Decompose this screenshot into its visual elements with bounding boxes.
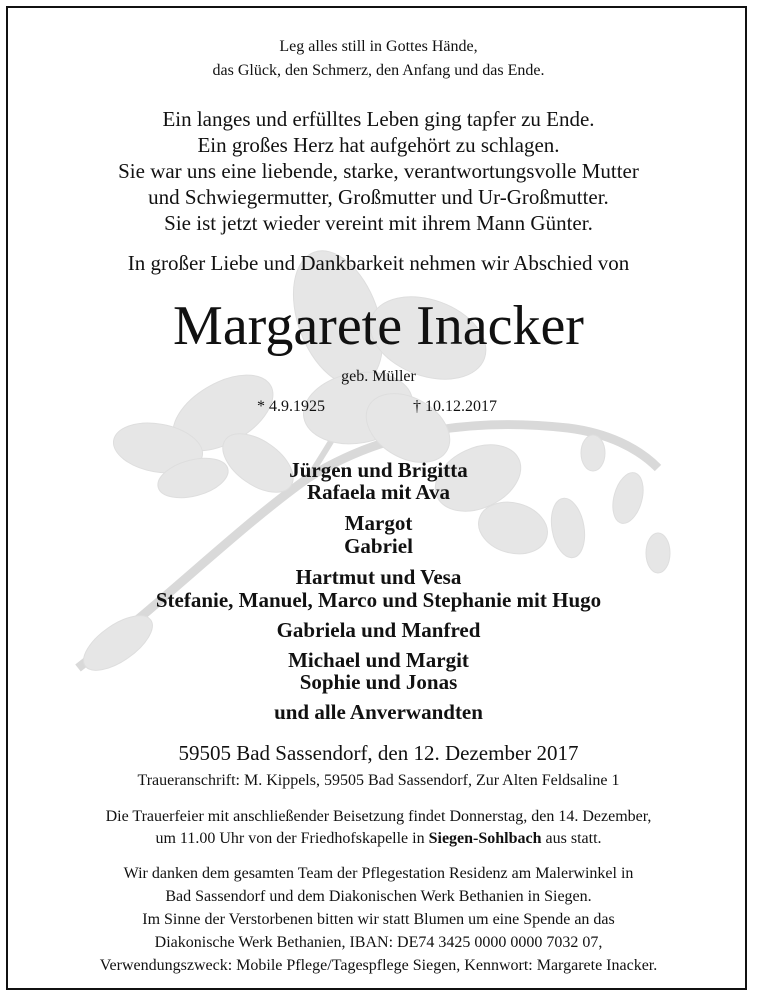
birth-date: * 4.9.1925: [257, 398, 325, 415]
family-line: Sophie und Jonas: [299, 670, 458, 694]
intro-line: Sie war uns eine liebende, starke, verantwortungsvolle Mutter: [118, 159, 639, 183]
thanks-line: Im Sinne der Verstorbenen bitten wir statt Blumen um eine Spende an das: [142, 911, 615, 928]
maiden-name: geb. Müller: [341, 368, 416, 385]
deceased-name: Margarete Inacker: [173, 295, 584, 357]
ceremony-text: um 11.00 Uhr von der Friedhofskapelle in: [155, 830, 429, 847]
ceremony-line: [8, 830, 747, 848]
intro-line: und Schwiegermutter, Großmutter und Ur-Großmutter.: [148, 185, 609, 209]
family-line: Gabriela und Manfred: [276, 618, 481, 642]
ceremony-location: Siegen-Sohlbach: [428, 830, 542, 847]
ceremony-text: aus statt.: [541, 830, 602, 847]
family-line: Gabriel: [344, 534, 413, 558]
family-line: Michael und Margit: [288, 648, 469, 672]
intro-line: Ein großes Herz hat aufgehört zu schlagen.: [197, 133, 560, 157]
poem-line: das Glück, den Schmerz, den Anfang und das Ende.: [212, 62, 545, 79]
ceremony-line: Die Trauerfeier mit anschließender Beisetzung findet Donnerstag, den 14. Dezember,: [105, 808, 652, 825]
family-line: Rafaela mit Ava: [306, 480, 451, 504]
death-date: † 10.12.2017: [413, 398, 497, 415]
thanks-line: Bad Sassendorf und dem Diakonischen Werk Bethanien in Siegen.: [165, 888, 592, 905]
family-line: und alle Anverwandten: [274, 700, 483, 724]
mourning-address: Traueranschrift: M. Kippels, 59505 Bad Sassendorf, Zur Alten Feldsaline 1: [137, 772, 620, 789]
poem-line: Leg alles still in Gottes Hände,: [279, 38, 478, 55]
obituary-frame: [6, 6, 747, 990]
thanks-line: Diakonische Werk Bethanien, IBAN: DE74 3425 0000 0000 7032 07,: [154, 934, 603, 951]
farewell-line: In großer Liebe und Dankbarkeit nehmen wir Abschied von: [127, 251, 630, 275]
thanks-line: Verwendungszweck: Mobile Pflege/Tagespflege Siegen, Kennwort: Margarete Inacker.: [99, 957, 658, 974]
family-line: Stefanie, Manuel, Marco und Stephanie mit Hugo: [155, 588, 602, 612]
intro-line: Sie ist jetzt wieder vereint mit ihrem Mann Günter.: [164, 211, 593, 235]
place-date: 59505 Bad Sassendorf, den 12. Dezember 2017: [178, 741, 579, 765]
family-line: Margot: [344, 511, 413, 535]
family-line: Hartmut und Vesa: [295, 565, 462, 589]
intro-line: Ein langes und erfülltes Leben ging tapfer zu Ende.: [162, 107, 595, 131]
family-line: Jürgen und Brigitta: [289, 458, 468, 482]
thanks-line: Wir danken dem gesamten Team der Pflegestation Residenz am Malerwinkel in: [123, 865, 634, 882]
